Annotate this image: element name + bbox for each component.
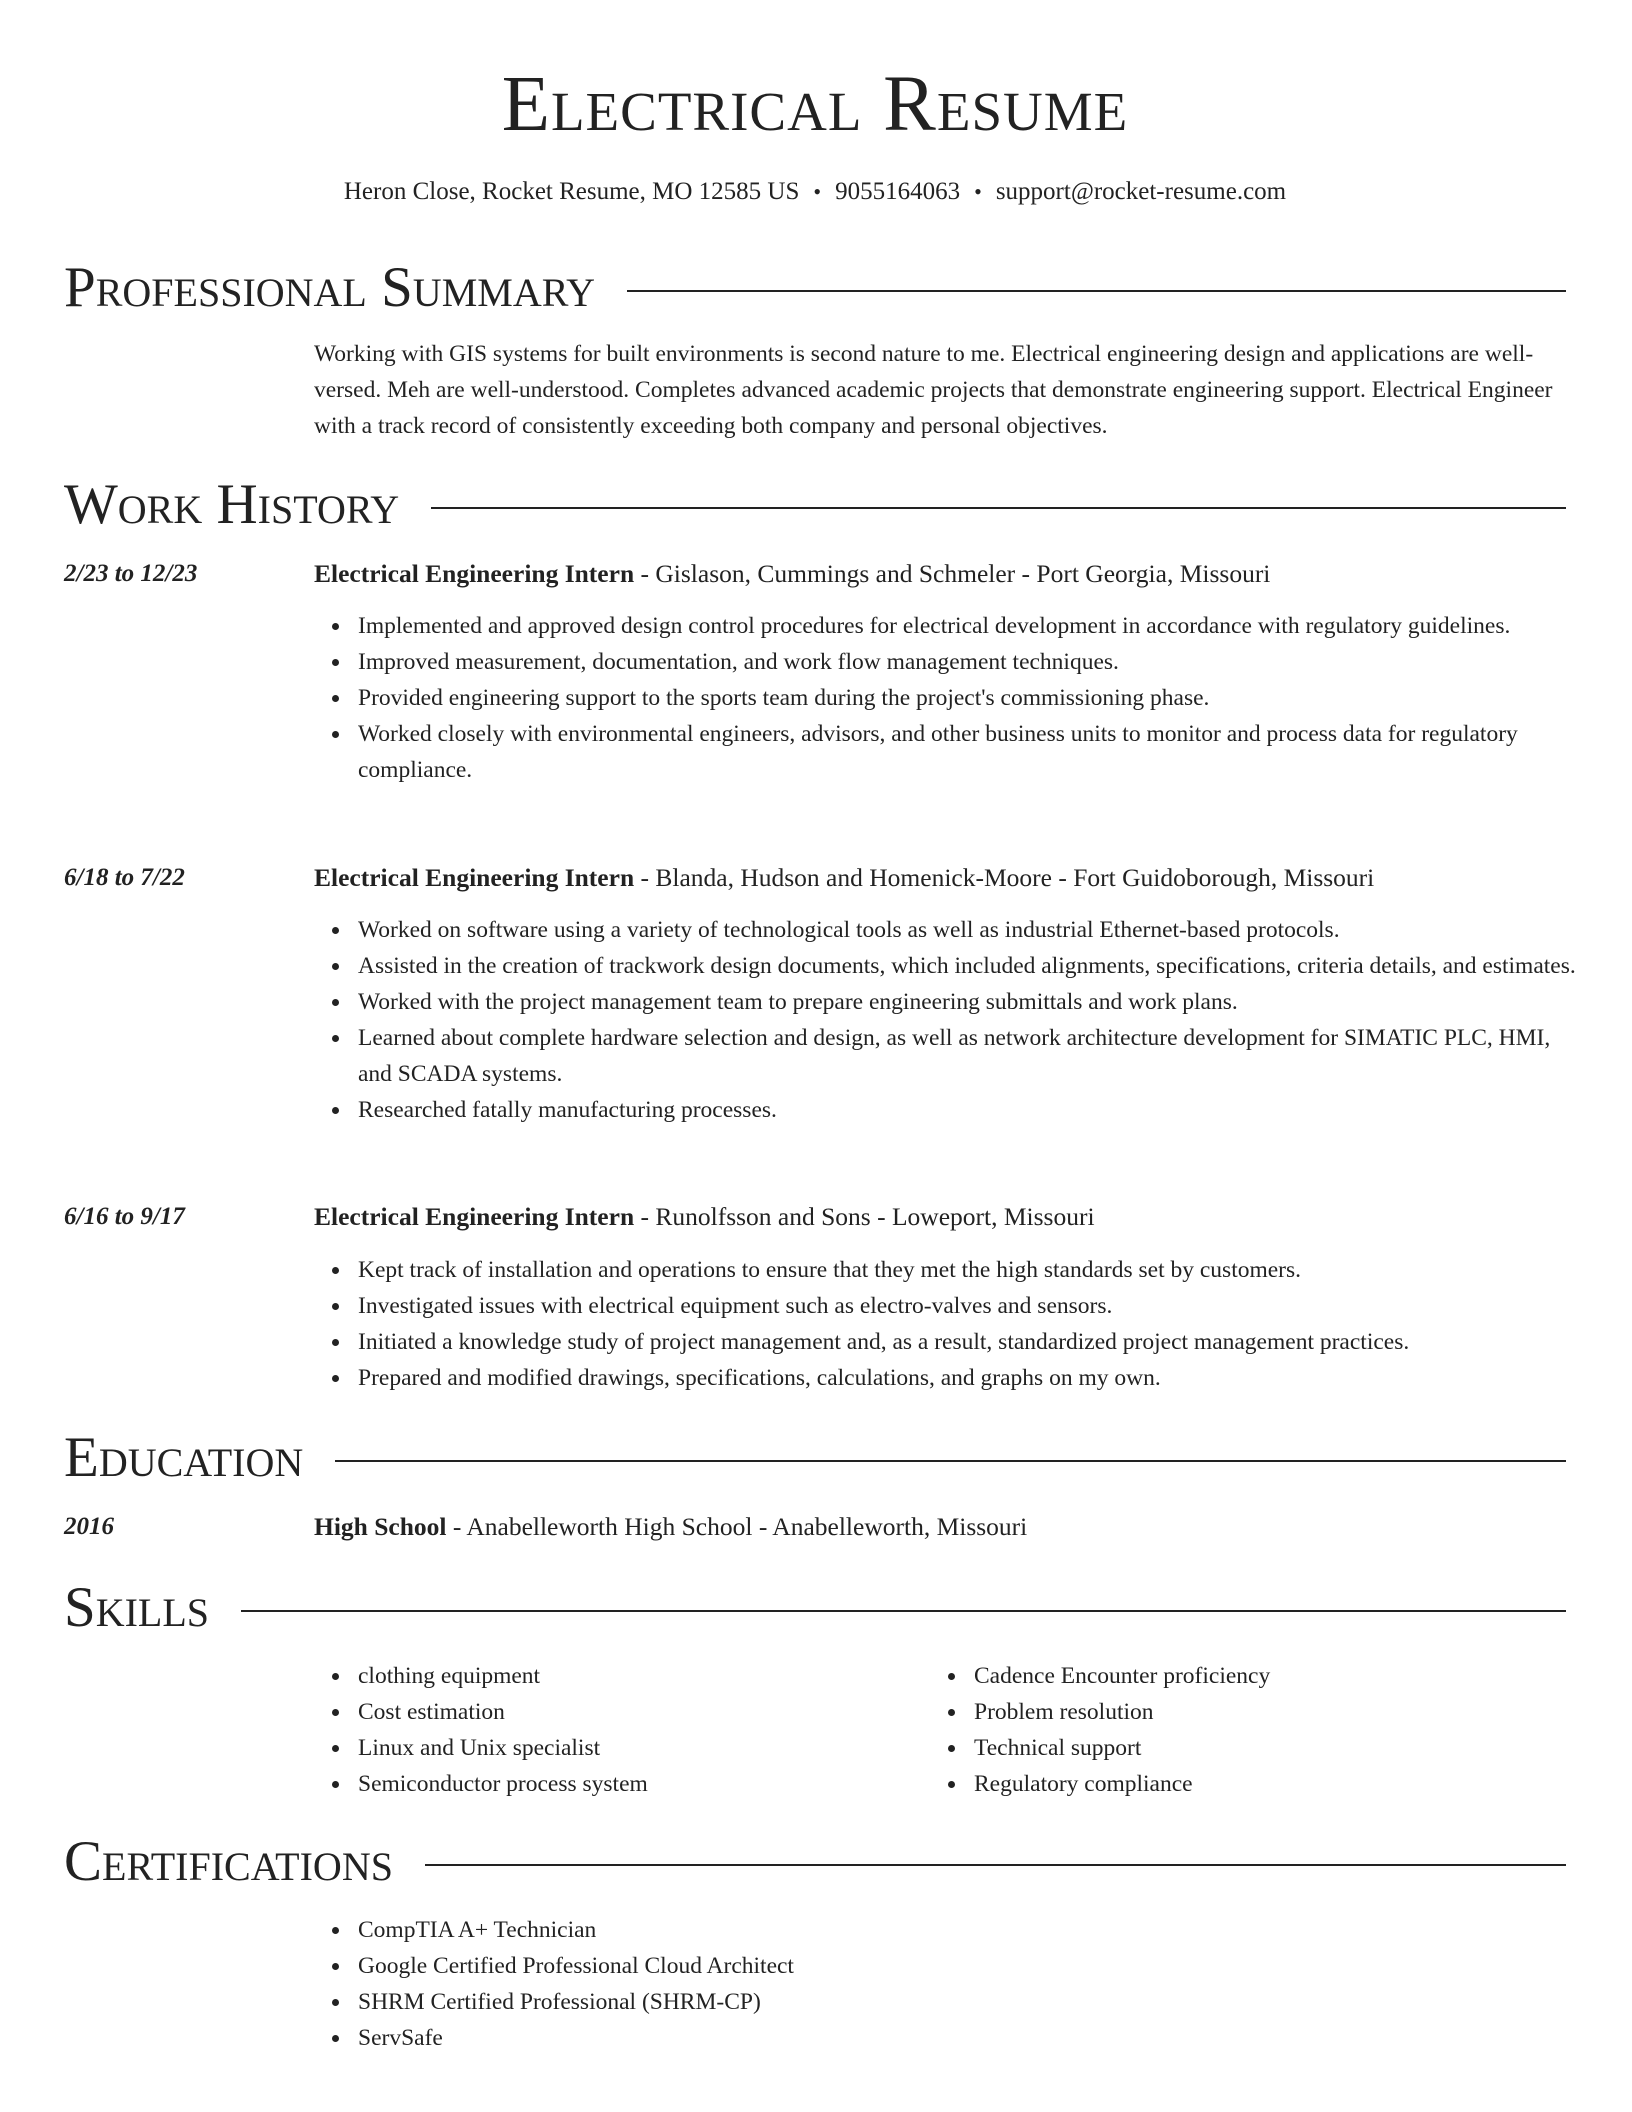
job-bullet: Worked on software using a variety of technological tools as well as industrial Ethernet-based protocols. — [358, 912, 1584, 948]
education-degree: High School — [314, 1512, 447, 1541]
education-title: Education — [64, 1426, 304, 1489]
job-bullet: Learned about complete hardware selection and design, as well as network architecture development for SIMATIC PLC, HMI, and SCADA systems. — [358, 1020, 1584, 1092]
section-divider — [431, 507, 1566, 509]
skills-title: Skills — [64, 1576, 210, 1639]
job-bullet: Worked with the project management team to prepare engineering submittals and work plans. — [358, 984, 1584, 1020]
skills-heading — [64, 1576, 1566, 1640]
job-title-line — [314, 556, 1566, 592]
job-role: Electrical Engineering Intern — [314, 559, 635, 588]
resume-name: Electrical Resume — [501, 61, 1129, 148]
skill-item: Linux and Unix specialist — [358, 1730, 1584, 1766]
skill-item: Technical support — [974, 1730, 1632, 1766]
section-divider — [627, 290, 1566, 292]
skill-item: Cost estimation — [358, 1694, 1584, 1730]
job-title-line — [314, 1199, 1566, 1235]
job-bullets — [314, 608, 1584, 788]
skills-list-right — [930, 1658, 1632, 1802]
job-bullet: Investigated issues with electrical equipment such as electro-valves and sensors. — [358, 1288, 1584, 1324]
summary-title: Professional Summary — [64, 256, 596, 319]
job-bullet: Worked closely with environmental engineers, advisors, and other business units to monitor and process data for regulatory compliance. — [358, 716, 1584, 788]
job-bullet: Researched fatally manufacturing processes. — [358, 1092, 1584, 1128]
certifications-title: Certifications — [64, 1830, 393, 1893]
job-details: - Gislason, Cummings and Schmeler - Port Georgia, Missouri — [634, 559, 1271, 588]
certification-item: CompTIA A+ Technician — [358, 1912, 1584, 1948]
job-dates: 2/23 to 12/23 — [64, 560, 198, 587]
contact-address: Heron Close, Rocket Resume, MO 12585 US — [343, 178, 800, 205]
job-bullet: Assisted in the creation of trackwork design documents, which included alignments, specifications, criteria details, and estimates. — [358, 948, 1584, 984]
job-role: Electrical Engineering Intern — [314, 1202, 635, 1231]
summary-heading — [64, 256, 1566, 320]
job-title-line — [314, 860, 1566, 896]
work-history-title: Work History — [64, 473, 400, 536]
job-bullets — [314, 912, 1584, 1128]
skill-item: Regulatory compliance — [974, 1766, 1632, 1802]
contact-separator: • — [974, 179, 982, 204]
job-role: Electrical Engineering Intern — [314, 863, 635, 892]
job-details: - Blanda, Hudson and Homenick-Moore - Fort Guidoborough, Missouri — [634, 863, 1375, 892]
education-heading — [64, 1426, 1566, 1490]
certification-item: Google Certified Professional Cloud Architect — [358, 1948, 1584, 1984]
job-bullet: Prepared and modified drawings, specifications, calculations, and graphs on my own. — [358, 1360, 1584, 1396]
job-bullet: Implemented and approved design control procedures for electrical development in accordance with regulatory guidelines. — [358, 608, 1584, 644]
job-dates: 6/16 to 9/17 — [64, 1203, 185, 1230]
job-details: - Runolfsson and Sons - Loweport, Missouri — [634, 1202, 1095, 1231]
job-bullets — [314, 1252, 1584, 1396]
contact-phone: 9055164063 — [835, 178, 961, 205]
education-details: - Anabelleworth High School - Anabelleworth, Missouri — [446, 1512, 1028, 1541]
section-divider — [241, 1610, 1566, 1612]
skill-item: Cadence Encounter proficiency — [974, 1658, 1632, 1694]
skill-item: Semiconductor process system — [358, 1766, 1584, 1802]
skill-item: Problem resolution — [974, 1694, 1632, 1730]
contact-separator: • — [813, 179, 822, 204]
work-history-heading — [64, 473, 1566, 537]
certification-item: ServSafe — [358, 2020, 1584, 2056]
job-dates: 6/18 to 7/22 — [64, 864, 185, 891]
certifications-heading — [64, 1830, 1566, 1894]
skill-item: clothing equipment — [358, 1658, 1584, 1694]
contact-line — [64, 176, 1566, 208]
education-line — [314, 1509, 1566, 1545]
certifications-list — [314, 1912, 1584, 2056]
summary-text: Working with GIS systems for built environments is second nature to me. Electrical engineering design and applications are well-versed. Meh are well-understood. Completes advanced academic projects that demonstrate engineering support. Electrical Engineer with a track record of consistently exceeding both company and personal objectives. — [314, 341, 1553, 439]
job-bullet: Initiated a knowledge study of project management and, as a result, standardized project management practices. — [358, 1324, 1584, 1360]
job-bullet: Provided engineering support to the sports team during the project's commissioning phase. — [358, 680, 1584, 716]
section-divider — [425, 1864, 1566, 1866]
contact-email: support@rocket-resume.com — [995, 178, 1287, 205]
certification-item: SHRM Certified Professional (SHRM-CP) — [358, 1984, 1584, 2020]
section-divider — [335, 1460, 1566, 1462]
job-bullet: Improved measurement, documentation, and work flow management techniques. — [358, 644, 1584, 680]
job-bullet: Kept track of installation and operations to ensure that they met the high standards set by customers. — [358, 1252, 1584, 1288]
education-year: 2016 — [64, 1513, 114, 1540]
